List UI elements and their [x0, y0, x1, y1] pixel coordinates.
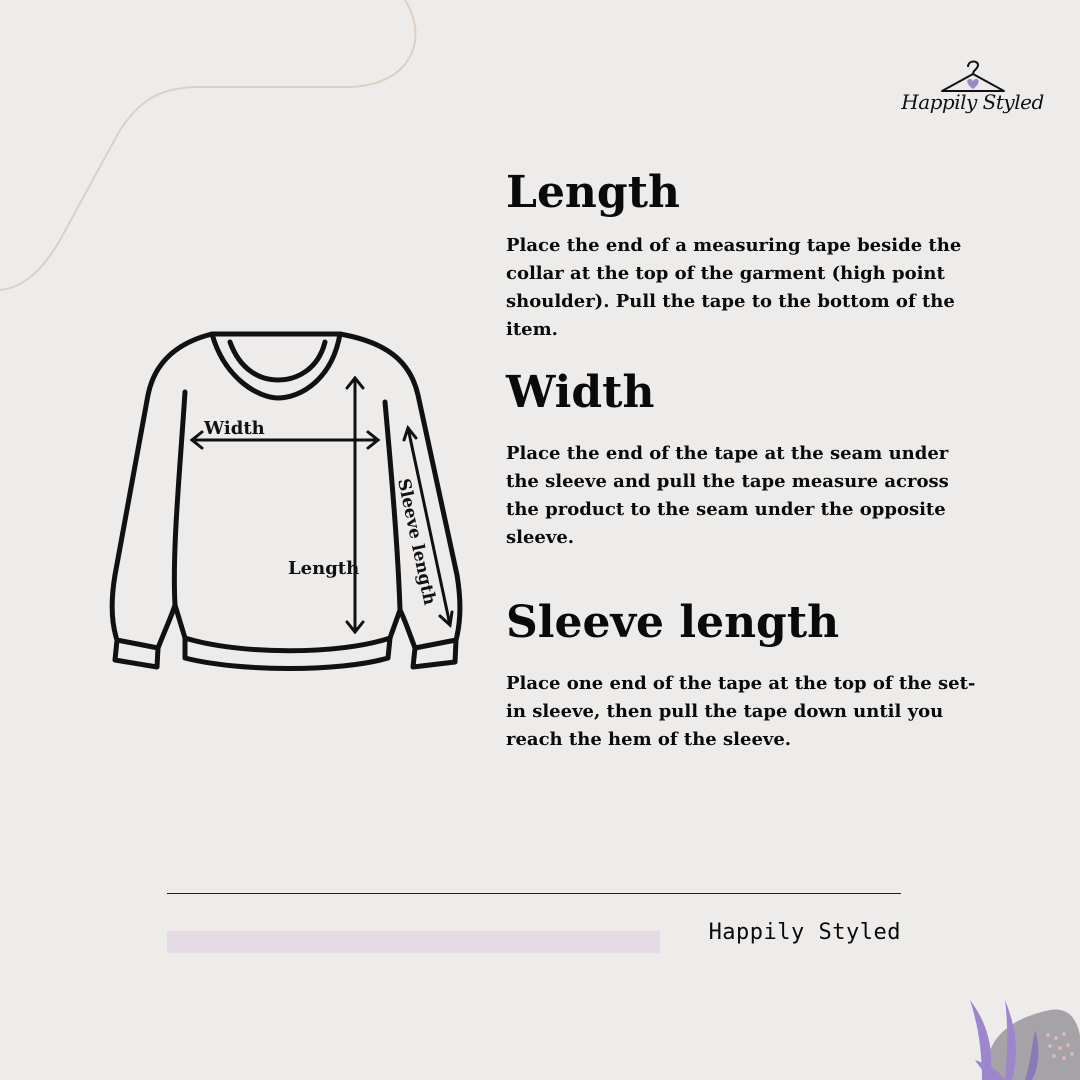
section-title: Sleeve length [506, 597, 840, 648]
footer-brand-text: Happily Styled [708, 920, 901, 945]
section-title: Length [506, 167, 681, 218]
section-width [506, 368, 976, 552]
section-sleeve-length [506, 598, 976, 754]
sweater-diagram [100, 320, 480, 680]
accent-bar [167, 931, 660, 953]
brand-logo [900, 55, 1045, 135]
section-body: Place one end of the tape at the top of the set-in sleeve, then pull the tape down until you reach the hem of the sleeve. [506, 673, 976, 750]
decorative-curve [0, 0, 430, 300]
width-label: Width [204, 418, 265, 439]
section-body: Place the end of a measuring tape beside the collar at the top of the garment (high point shoulder). Pull the tape to the bottom of the item. [506, 235, 962, 340]
leaf-decoration-icon [960, 990, 1080, 1080]
length-label: Length [288, 558, 360, 579]
sleeve-length-label: Sleeve length [393, 476, 440, 607]
logo-text: Happily Styled [901, 90, 1044, 114]
section-length [506, 168, 976, 344]
section-body: Place the end of the tape at the seam under the sleeve and pull the tape measure across the product to the seam under the opposite sleeve. [506, 443, 949, 548]
footer-divider [167, 893, 901, 894]
section-title: Width [506, 367, 655, 418]
heart-icon [967, 79, 978, 89]
